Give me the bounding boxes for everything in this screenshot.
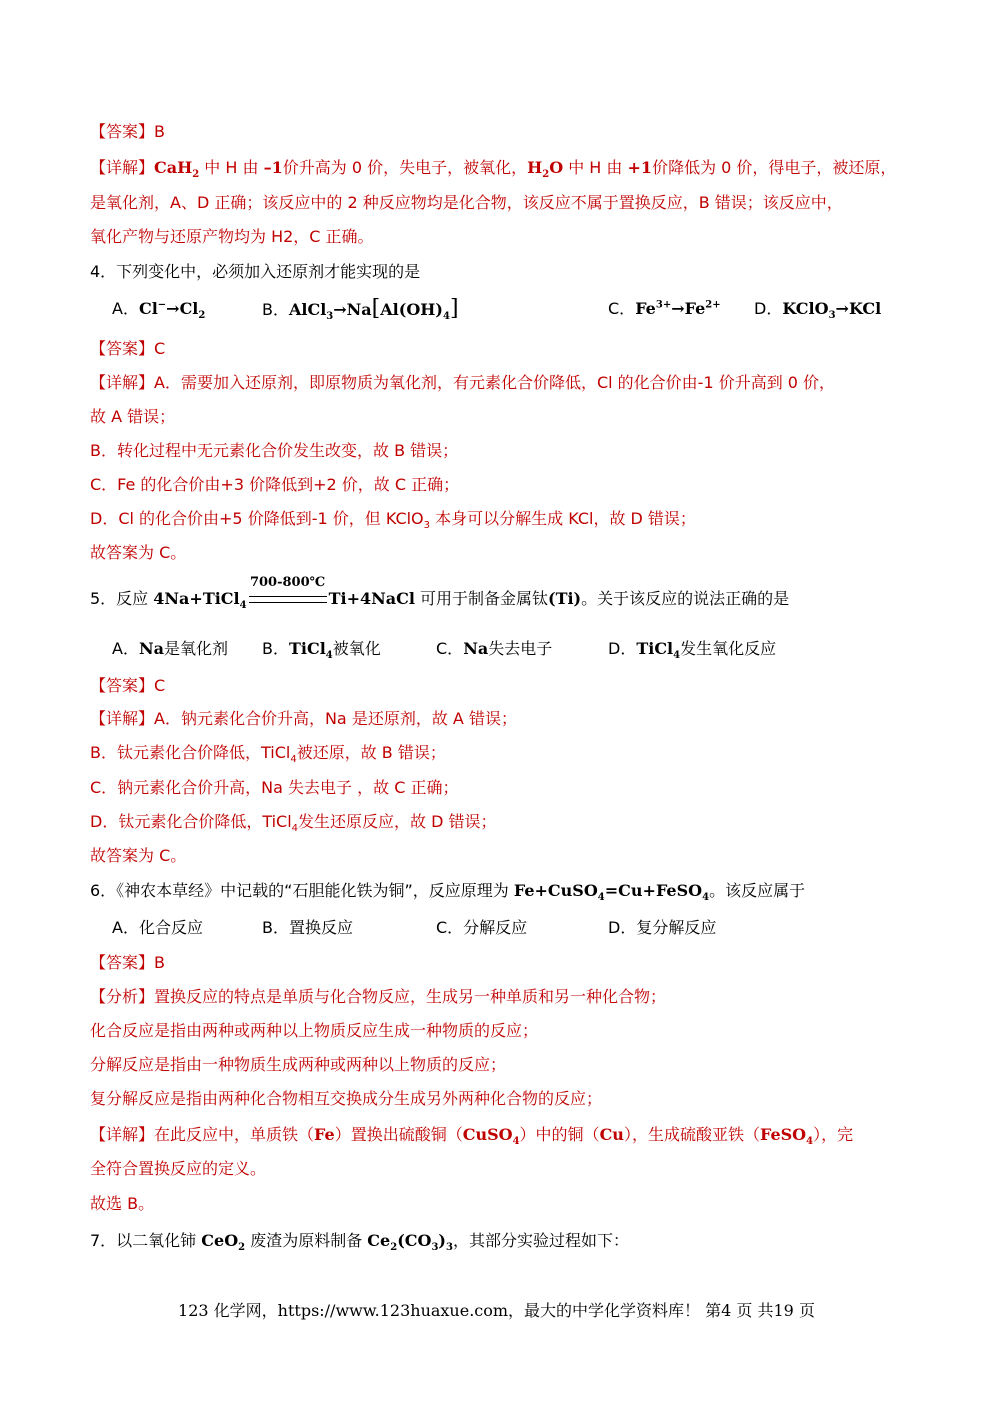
chem-formula: 4Na+TiCl bbox=[153, 589, 240, 608]
q3-answer bbox=[90, 121, 920, 143]
subscript: 4 bbox=[290, 754, 297, 766]
subscript: 2 bbox=[198, 310, 206, 322]
q4-detail-line3: B．转化过程中无元素化合价发生改变，故 B 错误； bbox=[90, 441, 459, 460]
chem-formula: OH bbox=[406, 300, 436, 319]
chem-formula: Ti+4NaCl bbox=[328, 589, 415, 608]
subscript: 3 bbox=[431, 1242, 439, 1254]
superscript: 3+ bbox=[655, 299, 672, 311]
q3-detail-line1 bbox=[90, 157, 920, 179]
chem-formula: CeO bbox=[201, 1231, 239, 1250]
option-label: C． bbox=[608, 299, 636, 318]
answer-tag: 【答案】 bbox=[90, 339, 155, 358]
chem-formula: Ce bbox=[367, 1231, 391, 1250]
option-label: D． bbox=[754, 299, 783, 318]
stem-text: 可用于制备金属钛 bbox=[414, 589, 548, 608]
subscript: 4 bbox=[702, 892, 710, 904]
q4-detail-line2: 故 A 错误； bbox=[90, 407, 176, 426]
q5-stem bbox=[90, 575, 920, 612]
detail-tag: 【详解】 bbox=[90, 709, 155, 728]
chem-formula: ) bbox=[438, 1231, 446, 1250]
answer-value: B bbox=[154, 122, 165, 141]
q5-detail-line1 bbox=[90, 708, 920, 730]
q4-option-d bbox=[754, 296, 881, 322]
q4-detail-line5 bbox=[90, 508, 920, 530]
detail-text: ）置换出硫酸铜（ bbox=[334, 1125, 463, 1144]
q4-answer bbox=[90, 338, 920, 360]
detail-tag: 【详解】 bbox=[90, 373, 155, 392]
detail-tag: 【详解】 bbox=[90, 1125, 155, 1144]
subscript: 2 bbox=[238, 1242, 246, 1254]
detail-text: 价降低为 0 价，得电子，被还原， bbox=[652, 158, 897, 177]
option-text: 发生氧化反应 bbox=[680, 639, 777, 658]
answer-tag: 【答案】 bbox=[90, 953, 155, 972]
q3-detail-line3: 氧化产物与还原产物均为 H2，C 正确。 bbox=[90, 227, 374, 246]
chem-formula: Fe bbox=[684, 299, 706, 318]
q4-conclusion: 故答案为 C。 bbox=[90, 543, 187, 562]
option-label: D． bbox=[608, 639, 637, 658]
detail-text: ），完 bbox=[813, 1125, 854, 1144]
q6-option-b: B．置换反应 bbox=[262, 918, 353, 937]
subscript: 3 bbox=[828, 310, 836, 322]
chem-formula: CuSO bbox=[462, 1125, 513, 1144]
q6-detail-line2: 全符合置换反应的定义。 bbox=[90, 1159, 267, 1178]
chem-formula: =Cu+FeSO bbox=[604, 881, 703, 900]
option-label: C． bbox=[436, 639, 464, 658]
chem-formula: Al bbox=[380, 300, 399, 319]
subscript: 2 bbox=[542, 169, 550, 181]
q4-option-a bbox=[112, 296, 205, 322]
q6-analysis-line3: 分解反应是指由一种物质生成两种或两种以上物质的反应； bbox=[90, 1055, 507, 1074]
q5-conclusion: 故答案为 C。 bbox=[90, 846, 187, 865]
chem-formula: AlCl bbox=[288, 300, 327, 319]
answer-value: B bbox=[154, 953, 165, 972]
q5-options bbox=[90, 636, 920, 662]
chem-formula: Cl bbox=[138, 299, 158, 318]
q6-analysis-line1 bbox=[90, 986, 920, 1008]
stem-text: 。该反应属于 bbox=[709, 881, 806, 900]
option-text: 是氧化剂 bbox=[163, 639, 228, 658]
q6-options bbox=[90, 915, 920, 941]
q4-stem: 4．下列变化中，必须加入还原剂才能实现的是 bbox=[90, 262, 421, 281]
subscript: 4 bbox=[325, 650, 333, 662]
bracket: [ bbox=[371, 296, 381, 321]
detail-text: 在此反应中，单质铁（ bbox=[154, 1125, 315, 1144]
reaction-condition-arrow bbox=[247, 575, 329, 610]
subscript: 2 bbox=[390, 1242, 398, 1254]
subscript: 4 bbox=[806, 1136, 814, 1148]
subscript: 4 bbox=[239, 600, 247, 612]
subscript: 2 bbox=[192, 169, 200, 181]
subscript: 3 bbox=[423, 520, 431, 532]
detail-text: ），生成硫酸亚铁（ bbox=[623, 1125, 760, 1144]
chem-formula: (CO bbox=[397, 1231, 432, 1250]
bracket: ) bbox=[435, 300, 443, 319]
subscript: 3 bbox=[326, 311, 334, 323]
q4-options bbox=[90, 296, 920, 322]
stem-text: 7．以二氧化铈 bbox=[90, 1231, 202, 1250]
detail-text: A．需要加入还原剂，即原物质为氧化剂，有元素化合价降低，Cl 的化合价由-1 价升高到 0 价， bbox=[154, 373, 836, 392]
chem-formula: Na bbox=[346, 300, 372, 319]
stem-text: 废渣为原料制备 bbox=[245, 1231, 368, 1250]
detail-text: 本身可以分解生成 KCl，故 D 错误； bbox=[430, 509, 696, 528]
q5-option-d bbox=[608, 636, 776, 662]
chem-formula: Cl bbox=[179, 299, 199, 318]
q5-option-b bbox=[262, 636, 381, 662]
detail-text: A．钠元素化合价升高，Na 是还原剂，故 A 错误； bbox=[154, 709, 517, 728]
stem-text: ，其部分实验过程如下： bbox=[452, 1231, 629, 1250]
q6-option-a: A．化合反应 bbox=[112, 918, 203, 937]
detail-text: 发生还原反应，故 D 错误； bbox=[298, 812, 497, 831]
detail-text: 中 H 由 bbox=[563, 158, 628, 177]
chem-formula: O bbox=[549, 158, 564, 177]
chem-formula: Fe bbox=[635, 299, 656, 318]
arrow-icon: → bbox=[671, 299, 685, 318]
arrow-icon: → bbox=[835, 299, 849, 318]
q6-analysis-line4: 复分解反应是指由两种化合物相互交换成分生成另外两种化合物的反应； bbox=[90, 1089, 603, 1108]
detail-text: 价升高为 0 价，失电子，被氧化， bbox=[282, 158, 528, 177]
q6-detail-line1 bbox=[90, 1124, 920, 1146]
chem-formula: Na bbox=[463, 639, 489, 658]
detail-text: B．钛元素化合价降低，TiCl bbox=[90, 743, 291, 762]
subscript: 4 bbox=[597, 892, 605, 904]
subscript: 4 bbox=[291, 823, 299, 835]
arrow-icon: → bbox=[166, 299, 180, 318]
q3-detail-line2: 是氧化剂，A、D 正确；该反应中的 2 种反应物均是化合物，该反应不属于置换反应，B 错误；该反应中， bbox=[90, 193, 843, 212]
answer-value: C bbox=[154, 339, 166, 358]
q6-stem bbox=[90, 880, 920, 902]
detail-tag: 【详解】 bbox=[90, 158, 155, 177]
q5-answer bbox=[90, 675, 920, 697]
q5-detail-line2 bbox=[90, 742, 920, 764]
chem-formula: Fe+CuSO bbox=[513, 881, 598, 900]
bracket: ] bbox=[449, 296, 459, 321]
q5-option-c bbox=[436, 636, 552, 662]
stem-text: 5．反应 bbox=[90, 589, 154, 608]
superscript: 2+ bbox=[705, 299, 721, 311]
reaction-condition: 700-800℃ bbox=[249, 575, 326, 590]
detail-text: 中 H 由 bbox=[199, 158, 264, 177]
chem-formula: CaH bbox=[154, 158, 193, 177]
answer-tag: 【答案】 bbox=[90, 122, 155, 141]
chem-formula: H bbox=[527, 158, 543, 177]
q4-option-b bbox=[262, 296, 459, 323]
chem-formula: (Ti) bbox=[548, 589, 582, 608]
option-text: 失去电子 bbox=[488, 639, 553, 658]
q4-detail-line1 bbox=[90, 372, 920, 394]
q4-detail-line4: C．Fe 的化合价由+3 价降低到+2 价，故 C 正确； bbox=[90, 475, 460, 494]
q6-conclusion: 故选 B。 bbox=[90, 1194, 155, 1213]
q6-option-c: C．分解反应 bbox=[436, 918, 528, 937]
bracket: ( bbox=[398, 300, 407, 319]
chem-formula: KClO bbox=[782, 299, 829, 318]
option-label: A． bbox=[112, 639, 139, 658]
q6-answer bbox=[90, 952, 920, 974]
option-text: 被氧化 bbox=[332, 639, 381, 658]
chem-formula: FeSO bbox=[759, 1125, 807, 1144]
answer-value: C bbox=[154, 676, 166, 695]
subscript: 3 bbox=[445, 1242, 453, 1254]
option-label: A． bbox=[112, 299, 139, 318]
detail-text: 被还原，故 B 错误； bbox=[296, 743, 446, 762]
chem-formula: Cu bbox=[599, 1125, 624, 1144]
analysis-text: 置换反应的特点是单质与化合物反应，生成另一种单质和另一种化合物； bbox=[154, 987, 667, 1006]
analysis-tag: 【分析】 bbox=[90, 987, 155, 1006]
oxidation-number: +1 bbox=[627, 158, 653, 177]
subscript: 4 bbox=[512, 1136, 520, 1148]
answer-tag: 【答案】 bbox=[90, 676, 155, 695]
chem-formula: Fe bbox=[314, 1125, 335, 1144]
detail-text: ）中的铜（ bbox=[519, 1125, 600, 1144]
subscript: 4 bbox=[442, 311, 450, 323]
superscript: − bbox=[157, 299, 167, 311]
subscript: 4 bbox=[673, 650, 681, 662]
q6-option-d: D．复分解反应 bbox=[608, 918, 717, 937]
page-footer: 123 化学网，https://www.123huaxue.com，最大的中学化学资料库！ 第4 页 共19 页 bbox=[178, 1301, 815, 1320]
chem-formula: TiCl bbox=[288, 639, 326, 658]
chem-formula: Na bbox=[138, 639, 164, 658]
stem-text: 6．《神农本草经》中记载的“石胆能化铁为铜”，反应原理为 bbox=[90, 881, 514, 900]
q6-analysis-line2: 化合反应是指由两种或两种以上物质反应生成一种物质的反应； bbox=[90, 1021, 539, 1040]
q4-option-c bbox=[608, 296, 721, 322]
q5-detail-line3: C．钠元素化合价升高，Na 失去电子 ，故 C 正确； bbox=[90, 778, 459, 797]
option-label: B． bbox=[262, 639, 289, 658]
chem-formula: TiCl bbox=[636, 639, 674, 658]
stem-text: 。关于该反应的说法正确的是 bbox=[581, 589, 790, 608]
detail-text: D．Cl 的化合价由+5 价降低到-1 价，但 KClO bbox=[90, 509, 424, 528]
arrow-icon: → bbox=[333, 300, 347, 319]
double-line-icon bbox=[249, 596, 327, 603]
option-label: B． bbox=[262, 300, 289, 319]
q5-option-a bbox=[112, 636, 228, 662]
q5-detail-line4 bbox=[90, 811, 920, 833]
oxidation-number: –1 bbox=[263, 158, 283, 177]
detail-text: D．钛元素化合价降低，TiCl bbox=[90, 812, 292, 831]
chem-formula: KCl bbox=[848, 299, 882, 318]
q7-stem bbox=[90, 1230, 920, 1252]
